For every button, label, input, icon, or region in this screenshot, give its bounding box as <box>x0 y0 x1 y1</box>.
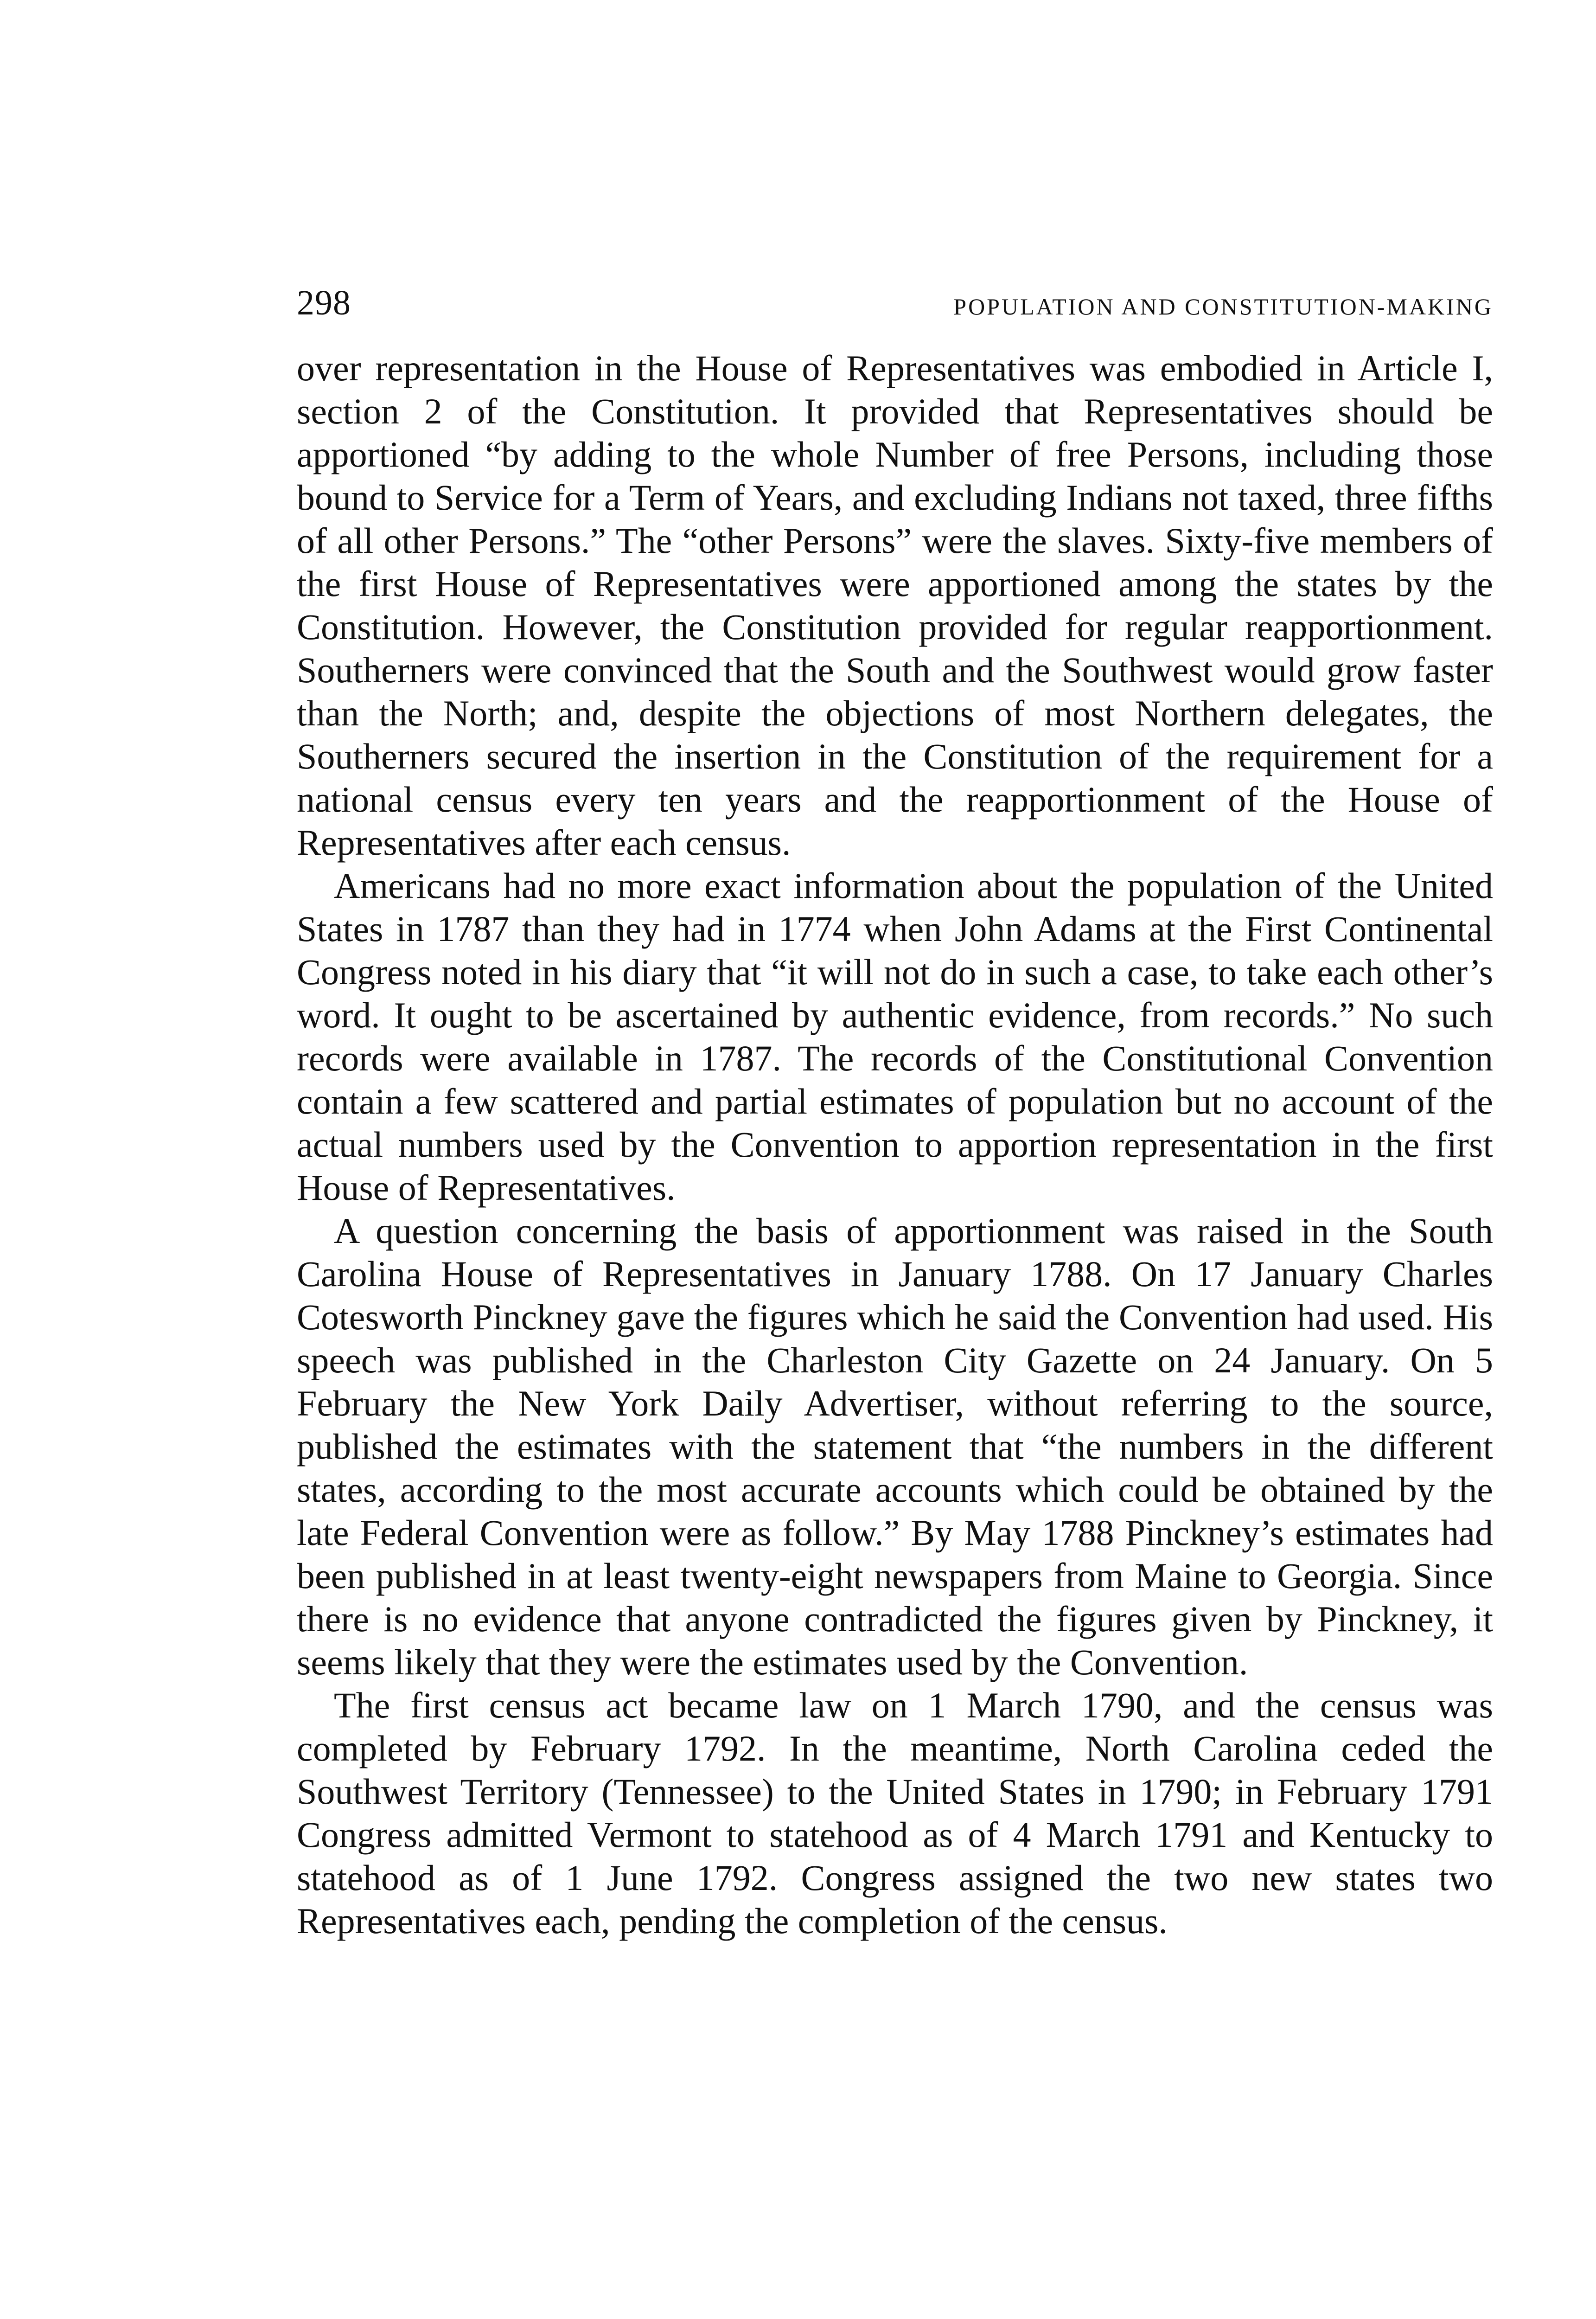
paragraph-3: A question concerning the basis of apportionment was raised in the South Carolina House of Representatives in January 1788. On 17 January Charles Cotesworth Pinckney gave the figures which he said the Convention had used. His speech was published in the Charleston City Gazette on 24 January. On 5 February the New York Daily Advertiser, without referring to the source, published the estimates with the statement that “the numbers in the different states, according to the most accurate accounts which could be obtained by the late Federal Convention were as follow.” By May 1788 Pinckney’s estimates had been published in at least twenty-eight newspapers from Maine to Georgia. Since there is no evidence that anyone contradicted the figures given by Pinckney, it seems likely that they were the estimates used by the Convention. <box>297 1211 1493 1682</box>
paragraph-2: Americans had no more exact information about the population of the United States in 1787 than they had in 1774 when John Adams at the First Continental Congress noted in his diary that “it will not do in such a case, to take each other’s word. It ought to be ascertained by authentic evidence, from records.” No such records were available in 1787. The records of the Constitutional Convention contain a few scattered and partial estimates of population but no account of the actual numbers used by the Convention to apportion representation in the first House of Representatives. <box>297 865 1493 1208</box>
running-title: POPULATION AND CONSTITUTION-MAKING <box>953 294 1493 320</box>
paragraph-1: over representation in the House of Representatives was embodied in Article I, section 2 of the Constitution. It provided that Representatives should be apportioned “by adding to the whole Number of free Persons, including those bound to Service for a Term of Years, and excluding Indians not taxed, three fifths of all other Persons.” The “other Persons” were the slaves. Sixty-five members of the first House of Representatives were apportioned among the states by the Constitution. However, the Constitution provided for regular reapportionment. Southerners were convinced that the South and the Southwest would grow faster than the North; and, despite the objections of most Northern delegates, the Southerners secured the insertion in the Constitution of the requirement for a national census every ten years and the reapportionment of the House of Representatives after each census. <box>297 348 1493 863</box>
body-text <box>297 346 1493 1942</box>
running-head <box>297 283 1493 323</box>
page-number: 298 <box>297 283 351 322</box>
book-page <box>297 283 1493 1942</box>
paragraph-4: The first census act became law on 1 March 1790, and the census was completed by February 1792. In the meantime, North Carolina ceded the Southwest Territory (Tennessee) to the United States in 1790; in February 1791 Congress admitted Vermont to statehood as of 4 March 1791 and Kentucky to statehood as of 1 June 1792. Congress assigned the two new states two Representatives each, pending the completion of the census. <box>297 1685 1493 1941</box>
